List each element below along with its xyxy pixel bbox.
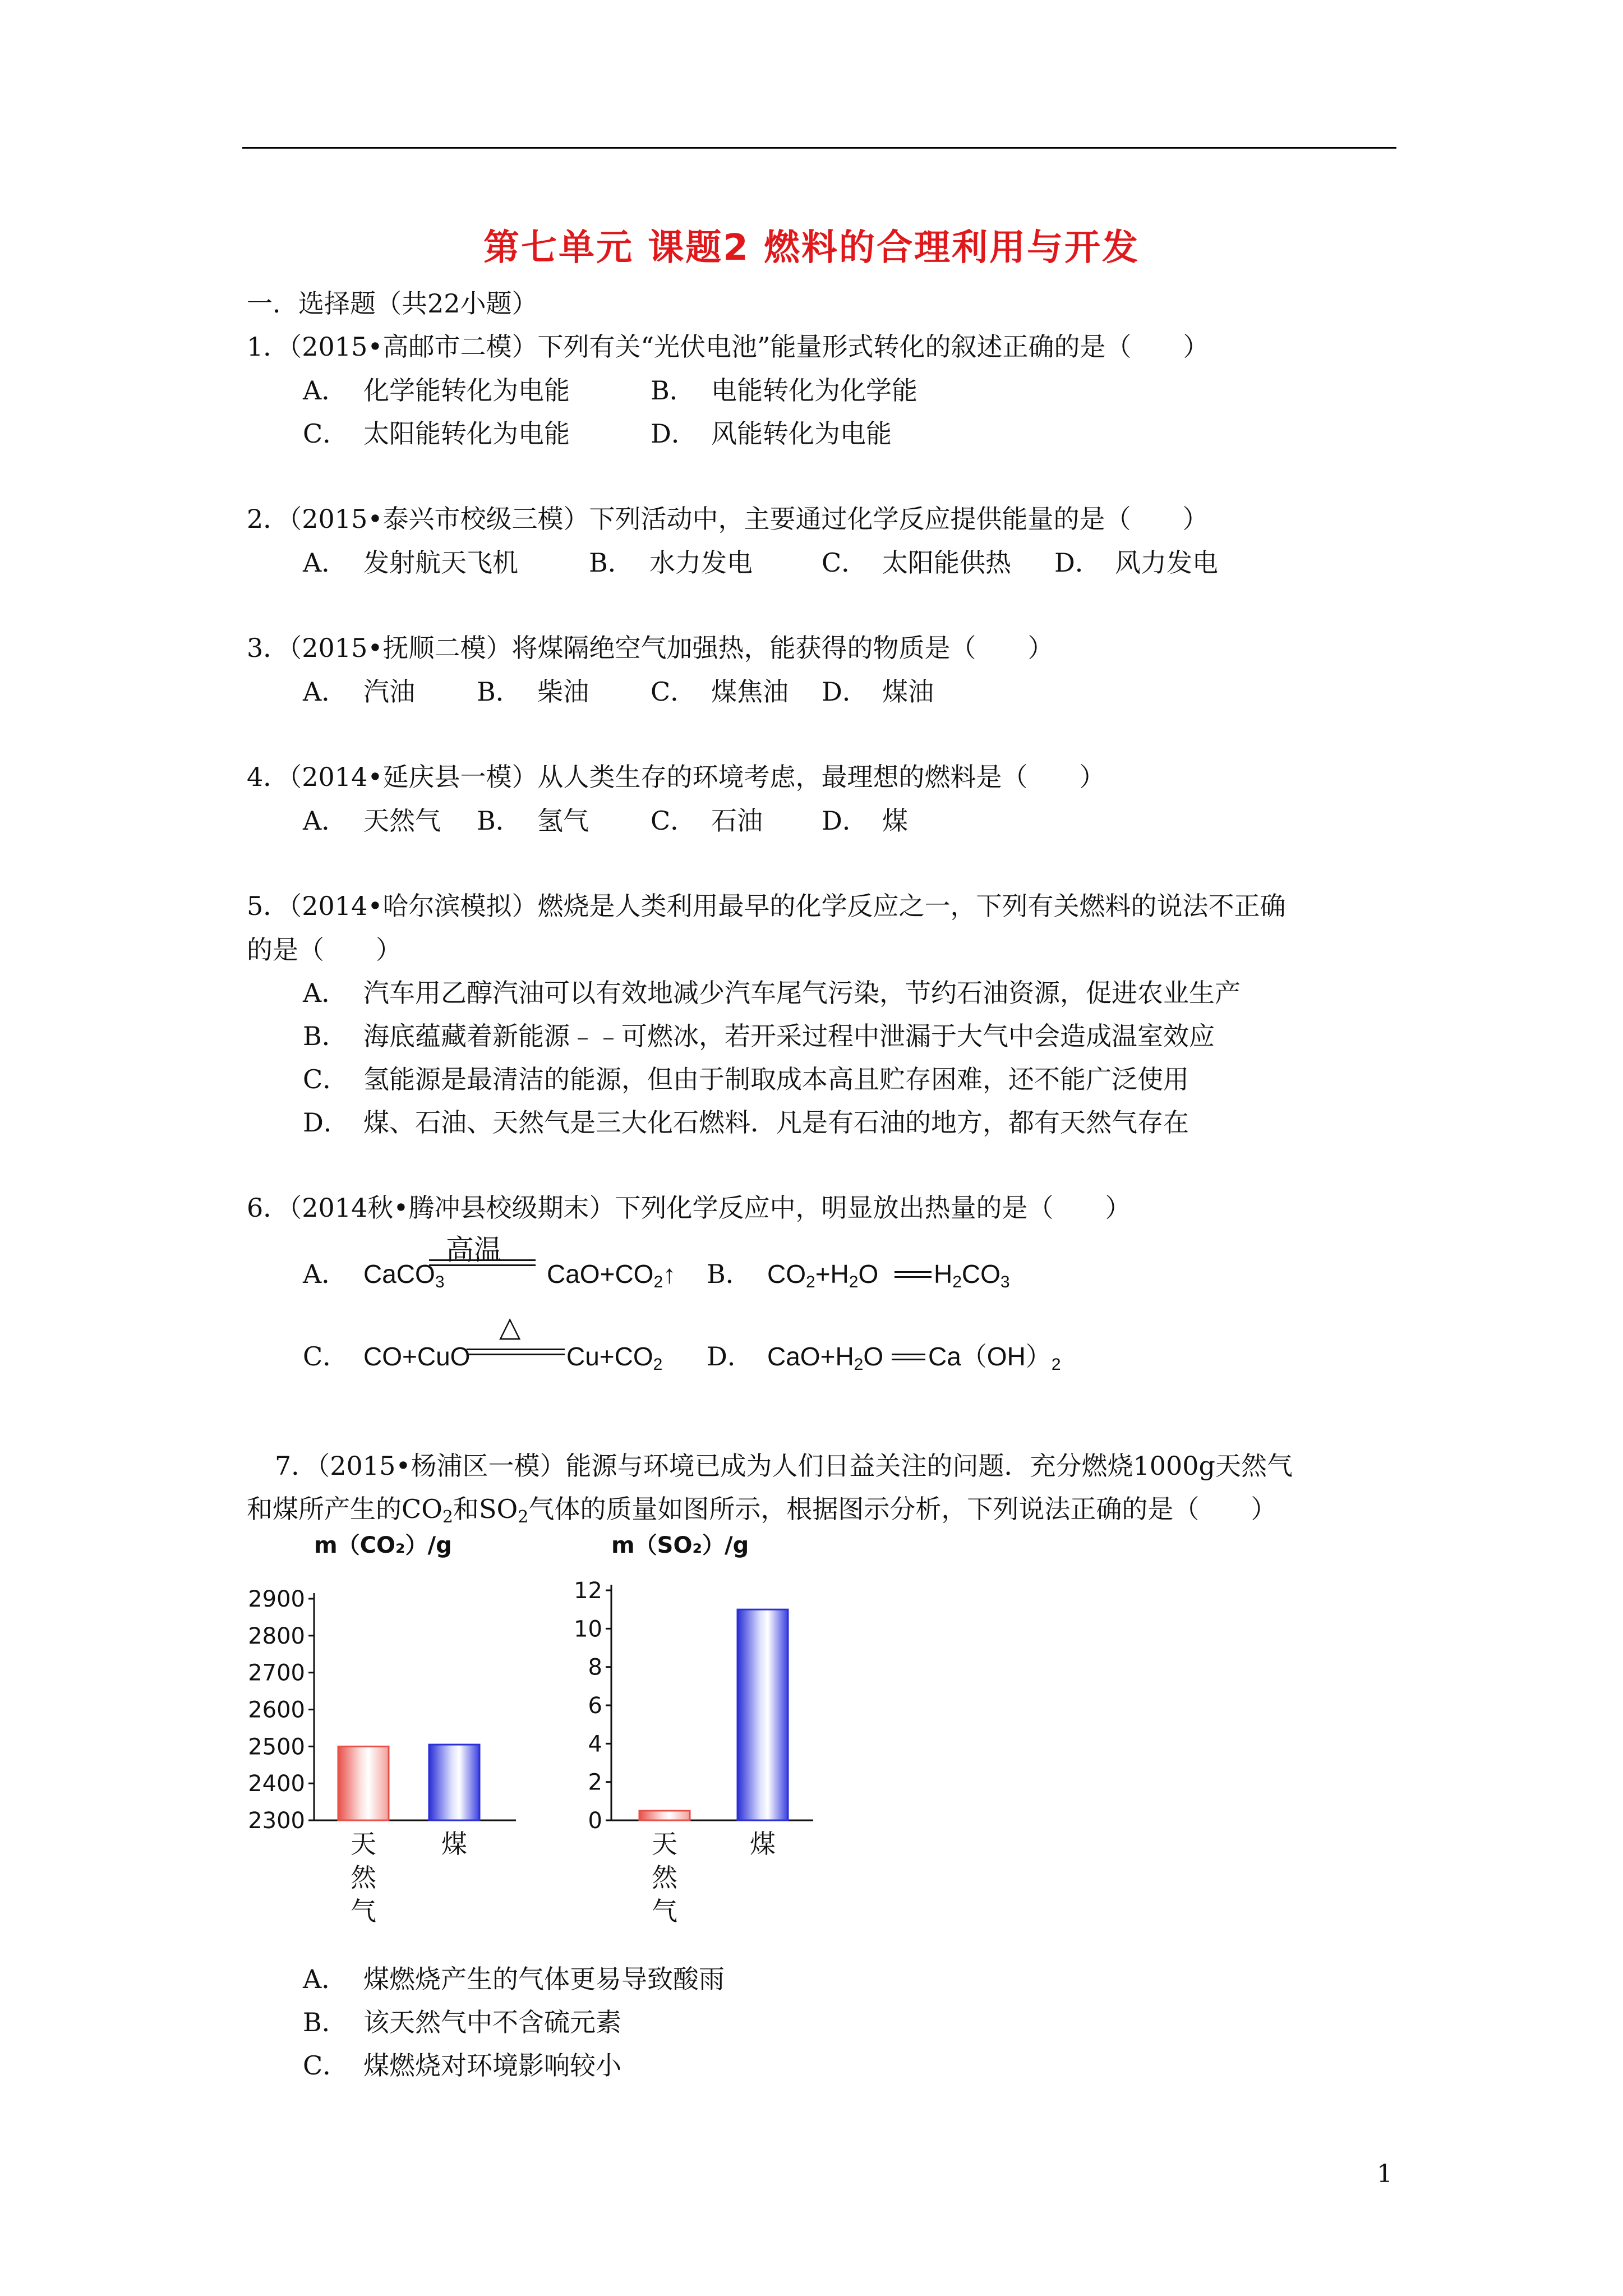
q7-stem-line1: 7．（2015•杨浦区一模）能源与环境已成为人们日益关注的问题．充分燃烧1000g天然气 [275, 1451, 1293, 1481]
y-tick-label: 2 [588, 1769, 602, 1796]
y-tick-label: 4 [588, 1731, 602, 1757]
q7-stem-line2: 和煤所产生的$CO_2$和$SO_2$气体的质量如图所示，根据图示分析，下列说法正确的是（ ） [247, 1494, 1277, 1527]
q6-c-condition: △ [499, 1310, 521, 1343]
bar-coal [429, 1745, 479, 1820]
q2-option-d: D． 风力发电 [1054, 547, 1218, 578]
q4-option-d: D． 煤 [822, 806, 908, 836]
page-title: 第七单元 课题2 燃料的合理利用与开发 [483, 227, 1140, 269]
y-tick-label: 2900 [248, 1586, 305, 1612]
q6-option-b: B． $CO_2+H_2O$ [707, 1259, 879, 1291]
q7-option-b: B． 该天然气中不含硫元素 [303, 2007, 621, 2037]
section-heading: 一．选择题（共22小题） [247, 288, 538, 319]
q5-stem-line2: 的是（ ） [247, 935, 402, 965]
bar-coal [737, 1609, 788, 1820]
q3-option-c: C． 煤焦油 [651, 677, 789, 707]
y-tick-label: 2800 [248, 1623, 305, 1649]
q6-stem: 6．（2014秋•腾冲县校级期末）下列化学反应中，明显放出热量的是（ ） [247, 1193, 1131, 1223]
header-rule [242, 147, 1396, 149]
y-tick-label: 2700 [248, 1660, 305, 1686]
q7-option-a: A． 煤燃烧产生的气体更易导致酸雨 [303, 1964, 725, 1994]
bar-natural-gas [338, 1746, 389, 1820]
q4-option-c: C． 石油 [651, 806, 763, 836]
q3-option-d: D． 煤油 [822, 677, 934, 707]
q6-c-equals [467, 1349, 565, 1355]
q4-option-b: B． 氢气 [477, 806, 589, 836]
y-tick-label: 2500 [248, 1734, 305, 1760]
q6-option-a: A． CaCO$_3$ [303, 1259, 445, 1291]
q2-option-c: C． 太阳能供热 [822, 547, 1011, 578]
q4-stem: 4．（2014•延庆县一模）从人类生存的环境考虑，最理想的燃料是（ ） [247, 762, 1105, 792]
q3-stem: 3．（2015•抚顺二模）将煤隔绝空气加强热，能获得的物质是（ ） [247, 633, 1054, 663]
q1-option-b: B． 电能转化为化学能 [651, 375, 917, 406]
q5-option-d: D． 煤、石油、天然气是三大化石燃料．凡是有石油的地方，都有天然气存在 [303, 1107, 1189, 1138]
y-tick-label: 10 [574, 1616, 602, 1642]
y-tick-label: 6 [588, 1693, 602, 1719]
y-tick-label: 2400 [248, 1771, 305, 1797]
q6-option-c: C． CO+CuO [303, 1341, 471, 1372]
chart-ylabel: m（CO₂）/g [314, 1533, 452, 1558]
q5-option-a: A． 汽车用乙醇汽油可以有效地减少汽车尾气污染，节约石油资源，促进农业生产 [303, 978, 1241, 1008]
q1-stem: 1．（2015•高邮市二模）下列有关“光伏电池”能量形式转化的叙述正确的是（ ） [247, 332, 1209, 362]
category-label: 天 [652, 1829, 677, 1859]
category-label: 然 [652, 1862, 677, 1893]
y-tick-label: 0 [588, 1808, 602, 1834]
q5-option-c: C． 氢能源是最清洁的能源，但由于制取成本高且贮存困难，还不能广泛使用 [303, 1064, 1189, 1094]
bar-natural-gas [639, 1811, 690, 1820]
y-tick-label: 12 [574, 1578, 602, 1604]
category-label: 煤 [750, 1829, 776, 1859]
q6-b-equals [895, 1271, 932, 1278]
category-label: 煤 [441, 1829, 467, 1859]
q5-option-b: B． 海底蕴藏着新能源﹣﹣可燃冰，若开采过程中泄漏于大气中会造成温室效应 [303, 1021, 1215, 1051]
co2-bar-chart [236, 1526, 538, 1963]
q2-option-b: B． 水力发电 [589, 547, 753, 578]
q6-a-equals [429, 1259, 536, 1266]
category-label: 气 [652, 1896, 677, 1926]
q1-option-a: A． 化学能转化为电能 [303, 375, 570, 406]
q2-option-a: A． 发射航天飞机 [303, 547, 518, 578]
q6-d-equals [892, 1354, 925, 1360]
category-label: 天 [351, 1829, 376, 1859]
category-label: 然 [351, 1862, 376, 1893]
q7-option-c: C． 煤燃烧对环境影响较小 [303, 2050, 621, 2081]
so2-bar-chart [561, 1526, 830, 1963]
page-number: 1 [1377, 2160, 1393, 2188]
q6-a-condition: 高温 [446, 1234, 502, 1266]
category-label: 气 [351, 1896, 376, 1926]
y-tick-label: 2600 [248, 1697, 305, 1723]
q6-option-d: D． $CaO+H_2O$ [707, 1341, 884, 1374]
q5-stem-line1: 5．（2014•哈尔滨模拟）燃烧是人类利用最早的化学反应之一，下列有关燃料的说法不正确 [247, 891, 1286, 921]
q2-stem: 2．（2015•泰兴市校级三模）下列活动中，主要通过化学反应提供能量的是（ ） [247, 504, 1209, 534]
chart-ylabel: m（SO₂）/g [611, 1533, 749, 1558]
q1-option-c: C． 太阳能转化为电能 [303, 418, 570, 449]
y-tick-label: 8 [588, 1654, 602, 1681]
q4-option-a: A． 天然气 [303, 806, 441, 836]
q1-option-d: D． 风能转化为电能 [651, 418, 892, 449]
y-tick-label: 2300 [248, 1808, 305, 1834]
q3-option-b: B． 柴油 [477, 677, 589, 707]
q3-option-a: A． 汽油 [303, 677, 415, 707]
